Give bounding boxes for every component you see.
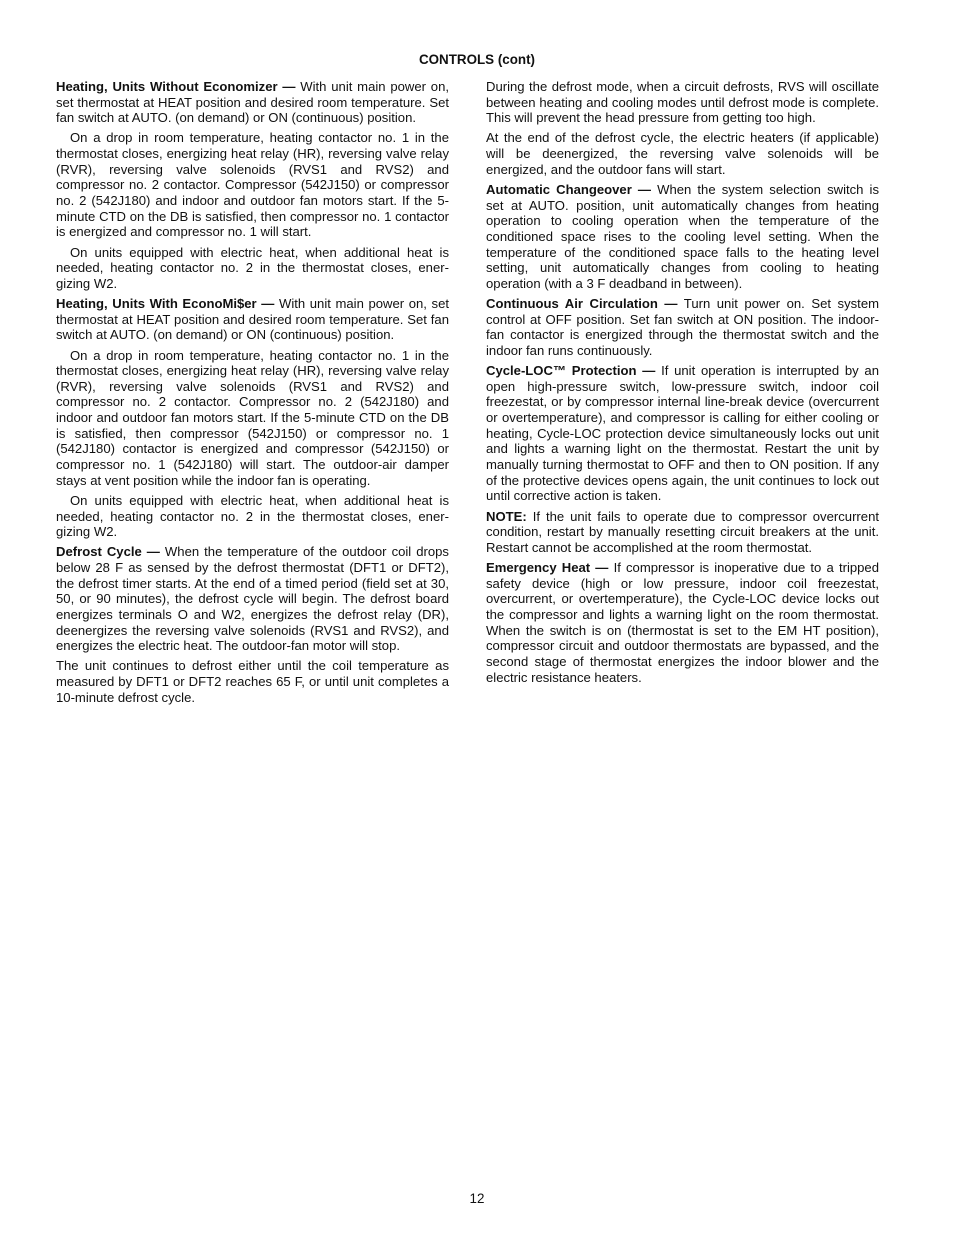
paragraph-text: With unit main power on, set thermostat at HEAT position and desired room temperature. Set fan switch at AUTO. (on demand) or ON (continuous) position.	[56, 79, 450, 126]
paragraph-heading: NOTE:	[486, 508, 527, 524]
paragraph-heading: Heating, Units Without Economizer —	[56, 79, 296, 94]
paragraph-heating-with-economiser	[56, 296, 449, 343]
paragraph-text: At the end of the defrost cycle, the electric heaters (if applicable) will be deenergized, the reversing valve solenoids will be energized, and the outdoor fans will start.	[486, 130, 879, 177]
paragraph-defrost-cycle	[56, 544, 449, 654]
paragraph-cycle-loc-protection	[486, 363, 879, 504]
paragraph-text: During the defrost mode, when a circuit defrosts, RVS will oscillate between heating and cooling modes until defrost mode is complete. This will prevent the head pressure from getting too high.	[486, 79, 879, 126]
paragraph	[56, 130, 449, 240]
paragraph	[56, 658, 449, 705]
paragraph-text: Turn unit power on. Set system control at OFF position. Set fan switch at ON position. The indoor-fan contactor is energized through the thermostat switch and the indoor fan runs continuously.	[486, 296, 880, 358]
paragraph-text: When the temperature of the outdoor coil drops below 28 F as sensed by the defrost thermostat (DFT1 or DFT2), the defrost timer starts. At the end of a timed period (field set at 30, 50, or 90 minutes), the defrost cycle will begin. The defrost board energizes terminals O and W2, energizes the defrost relay (DR), deenergizes the reversing valve solenoids (RVS1 and RVS2), and energizes the electric heat. The outdoor-fan motor will stop.	[56, 544, 449, 654]
paragraph-heading: Emergency Heat —	[486, 560, 609, 576]
paragraph-heading: Continuous Air Circulation —	[486, 296, 678, 312]
right-column	[486, 79, 879, 690]
paragraph-text: On a drop in room temperature, heating contactor no. 1 in the thermostat closes, energizing heat relay (HR), reversing valve relay (RVR), reversing valve solenoids (RVS1 and RVS2) and compressor no. 2 contactor. Compressor (542J150) or compressor no. 2 (542J180) and indoor and outdoor fan motors start. If the 5-minute CTD on the DB is satisfied, then compressor no. 1 contactor is energized and compressor no. 1 will start.	[56, 130, 449, 240]
paragraph-note	[486, 509, 879, 556]
paragraph	[486, 79, 879, 126]
paragraph-text: With unit main power on, set thermostat at HEAT position and desired room temperature. Set fan switch at AUTO. (on demand) or ON (continuous) position.	[56, 296, 449, 343]
paragraph-text: On units equipped with electric heat, when additional heat is needed, heating contactor no. 2 in the thermostat closes, energizing W2.	[56, 244, 449, 291]
section-header: CONTROLS (cont)	[418, 52, 536, 67]
paragraph-heading: Cycle-LOC™ Protection —	[486, 363, 656, 379]
paragraph-text: If the unit fails to operate due to compressor overcurrent condition, restart by manually resetting circuit breakers at the unit. Restart cannot be accomplished at the room thermostat.	[486, 508, 879, 555]
paragraph-heading: Automatic Changeover —	[486, 181, 651, 197]
paragraph-text: The unit continues to defrost either until the coil temperature as measured by DFT1 or DFT2 reaches 65 F, or until unit completes a 10-minute defrost cycle.	[56, 658, 449, 705]
paragraph-text: When the system selection switch is set at AUTO. position, unit automatically changes from heating operation to cooling operation when the temperature of the conditioned space rises to the cooling level setting. When the temperature of the conditioned space falls to the heating level setting, unit automatically changes from cooling to heating operation (with a 3 F deadband in between).	[486, 181, 880, 291]
paragraph-heading: Defrost Cycle —	[56, 544, 160, 560]
left-column	[56, 79, 449, 710]
paragraph-text: On a drop in room temperature, heating contactor no. 1 in the thermostat closes, energizing heat relay (HR), reversing valve relay (RVR), reversing valve solenoids (RVS1 and RVS2) and compressor no. 2 contactor. Compressor no. 2 (542J180) and indoor and outdoor fan motors start. If the 5-minute CTD on the DB is satisfied, then compressor (542J150) or compressor no. 1 (542J180) contactor is energized and compressor (542J150) or compressor no. 1 (542J180) will start. The outdoor-air damper stays at vent position while the indoor fan is operating.	[56, 347, 449, 488]
paragraph	[486, 130, 879, 177]
page-number: 12	[469, 1191, 485, 1206]
paragraph	[56, 348, 449, 489]
paragraph-continuous-air-circulation	[486, 296, 879, 359]
paragraph-heating-without-economizer	[56, 79, 449, 126]
paragraph-text: If unit operation is interrupted by an open high-pressure switch, low-pressure switch, indoor coil freezestat, or by compressor internal line-break device (overcurrent or overtemperature), and compressor is calling for either cooling or heating, Cycle-LOC protection device simultaneously locks out unit and lights a warning light on the thermostat. Restart the unit by manually turning thermostat to OFF and then to ON position. If any of the protective devices opens again, the unit continues to lock out until corrective action is taken.	[486, 363, 879, 504]
paragraph-text: On units equipped with electric heat, when additional heat is needed, heating contactor no. 2 in the thermostat closes, energizing W2.	[56, 492, 449, 540]
paragraph	[56, 245, 449, 292]
paragraph	[56, 493, 449, 540]
paragraph-heading: Heating, Units With EconoMi$er —	[56, 296, 275, 312]
paragraph-text: If compressor is inoperative due to a tripped safety device (high or low pressure, indoor coil freezestat, overcurrent, or overtemperature), the Cycle-LOC device locks out the compressor and lights a warning light on the room thermostat. When the switch is on (thermostat is set to the EM HT position), compressor circuit and outdoor thermostats are bypassed, and the second stage of thermostat energizes the indoor blower and the electric resistance heaters.	[486, 560, 879, 685]
paragraph-emergency-heat	[486, 560, 879, 685]
paragraph-automatic-changeover	[486, 182, 879, 292]
